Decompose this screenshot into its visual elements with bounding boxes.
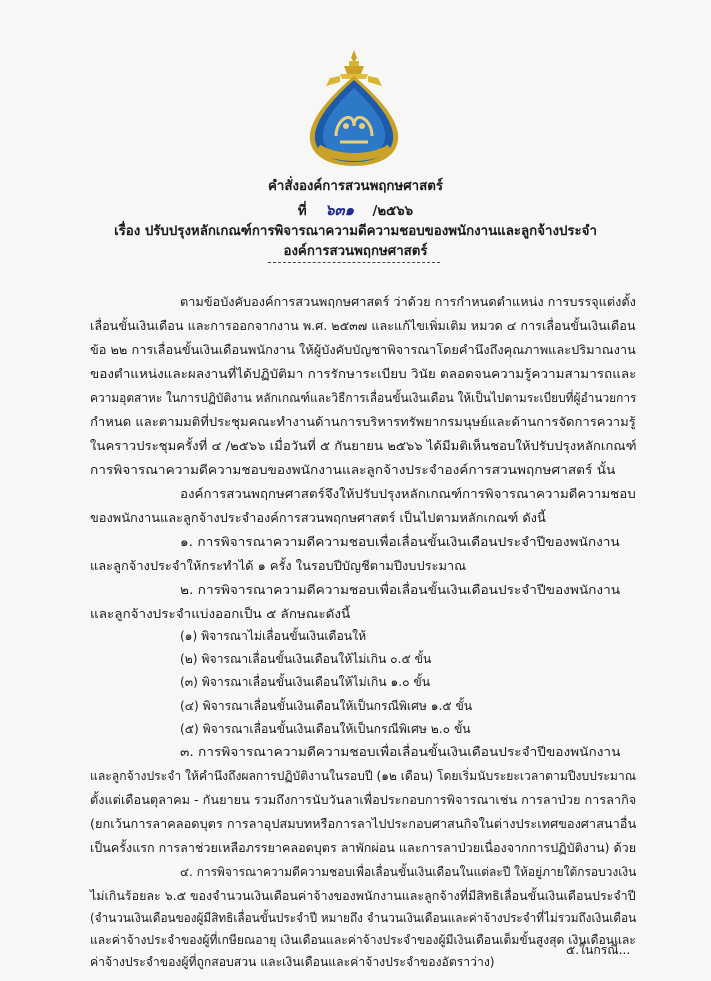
- body-line: (๕) พิจารณาเลื่อนขั้นเงินเดือนให้เป็นกรณีพิเศษ ๒.๐ ขั้น: [180, 722, 471, 736]
- subject-line-1: เรื่อง ปรับปรุงหลักเกณฑ์การพิจารณาความดีความชอบของพนักงานและลูกจ้างประจำ: [114, 223, 597, 239]
- header-divider: [268, 262, 440, 263]
- body-line: ของตำแหน่งและผลงานที่ได้ปฏิบัติมา การรักษาระเบียบ วินัย ตลอดจนความรู้ความสามารถและ: [90, 367, 637, 381]
- order-title: คำสั่งองค์การสวนพฤกษศาสตร์: [267, 178, 444, 194]
- body-line: ข้อ ๒๒ การเลื่อนขั้นเงินเดือนพนักงาน ให้ผู้บังคับบัญชาพิจารณาโดยคำนึงถึงคุณภาพและปริมาณงาน: [90, 343, 636, 357]
- body-line: ไม่เกินร้อยละ ๖.๕ ของจำนวนเงินเดือนค่าจ้างของพนักงานและลูกจ้างที่มีสิทธิเลื่อนขั้นเงินเดือนประจำปี: [90, 889, 636, 903]
- body-line: องค์การสวนพฤกษศาสตร์จึงให้ปรับปรุงหลักเกณฑ์การพิจารณาความดีความชอบ: [180, 487, 636, 501]
- order-number-prefix: ที่: [297, 203, 307, 219]
- body-line: ของพนักงานและลูกจ้างประจำองค์การสวนพฤกษศาสตร์ เป็นไปตามหลักเกณฑ์ ดังนี้: [90, 511, 546, 525]
- body-line: ความอุตสาหะ ในการปฏิบัติงาน หลักเกณฑ์และวิธีการเลื่อนขั้นเงินเดือน ให้เป็นไปตามระเบียบที่ผู้อำนวยการ: [90, 391, 637, 405]
- body-line: (๒) พิจารณาเลื่อนขั้นเงินเดือนให้ไม่เกิน ๐.๕ ขั้น: [180, 652, 432, 666]
- body-line: และลูกจ้างประจำให้กระทำได้ ๑ ครั้ง ในรอบปีบัญชีตามปีงบประมาณ: [90, 559, 467, 573]
- continuation-note: ๕.ในกรณี...: [566, 943, 631, 957]
- body-line: และลูกจ้างประจำแบ่งออกเป็น ๕ ลักษณะดังนี้: [90, 607, 351, 621]
- body-line: และค่าจ้างประจำของผู้ที่เกษียณอายุ เงินเดือนและค่าจ้างประจำของผู้มีเงินเดือนเต็มขั้นสูงสุด เงินเดือนและ: [90, 933, 636, 947]
- order-number-year: /๒๕๖๖: [372, 203, 414, 219]
- body-line: ตามข้อบังคับองค์การสวนพฤกษศาสตร์ ว่าด้วย การกำหนดตำแหน่ง การบรรจุแต่งตั้ง: [180, 295, 636, 309]
- order-number-handwritten: ๖๓๑: [325, 201, 355, 219]
- body-line: การพิจารณาความดีความชอบของพนักงานและลูกจ้างประจำองค์การสวนพฤกษศาสตร์ นั้น: [90, 463, 616, 477]
- botanical-garden-emblem-icon: [296, 48, 412, 168]
- body-line: ค่าจ้างประจำของผู้ที่ถูกสอบสวน และเงินเดือนและค่าจ้างประจำของอัตราว่าง): [90, 955, 495, 969]
- body-line: เป็นครั้งแรก การลาช่วยเหลือภรรยาคลอดบุตร ลาพักผ่อน และการลาป่วยเนื่องจากการปฏิบัติงาน) ด้วย: [90, 841, 637, 855]
- body-line: กำหนด และตามมติที่ประชุมคณะทำงานด้านการบริหารทรัพยากรมนุษย์และด้านการจัดการความรู้: [90, 415, 636, 429]
- body-line: ๒. การพิจารณาความดีความชอบเพื่อเลื่อนขั้นเงินเดือนประจำปีของพนักงาน: [180, 583, 621, 597]
- body-line: และลูกจ้างประจำ ให้คำนึงถึงผลการปฏิบัติงานในรอบปี (๑๒ เดือน) โดยเริ่มนับระยะเวลาตามปีงบประมาณ: [90, 769, 637, 783]
- body-line: ตั้งแต่เดือนตุลาคม - กันยายน รวมถึงการนับวันลาเพื่อประกอบการพิจารณาเช่น การลาป่วย การลากิจ: [90, 793, 637, 807]
- subject-line-2: องค์การสวนพฤกษศาสตร์: [283, 243, 428, 259]
- body-line: ๓. การพิจารณาความดีความชอบเพื่อเลื่อนขั้นเงินเดือนประจำปีของพนักงาน: [180, 745, 621, 759]
- body-line: (๑) พิจารณาไม่เลื่อนขั้นเงินเดือนให้: [180, 629, 367, 643]
- body-line: ๑. การพิจารณาความดีความชอบเพื่อเลื่อนขั้นเงินเดือนประจำปีของพนักงาน: [180, 535, 620, 549]
- body-line: (ยกเว้นการลาคลอดบุตร การลาอุปสมบทหรือการลาไปประกอบศาสนกิจในต่างประเทศของศาสนาอื่น: [90, 817, 637, 831]
- body-line: เลื่อนขั้นเงินเดือน และการออกจากงาน พ.ศ. ๒๕๓๗ และแก้ไขเพิ่มเติม หมวด ๔ การเลื่อนขั้นเงินเดือน: [90, 319, 636, 333]
- body-line: (จำนวนเงินเดือนของผู้มีสิทธิเลื่อนขั้นประจำปี หมายถึง จำนวนเงินเดือนและค่าจ้างประจำที่ไม่รวมถึงเงินเดือน: [90, 911, 637, 925]
- body-line: (๔) พิจารณาเลื่อนขั้นเงินเดือนให้เป็นกรณีพิเศษ ๑.๕ ขั้น: [180, 699, 473, 713]
- body-line: ๔. การพิจารณาความดีความชอบเพื่อเลื่อนขั้นเงินเดือนในแต่ละปี ให้อยู่ภายใต้กรอบวงเงิน: [180, 865, 637, 879]
- body-line: (๓) พิจารณาเลื่อนขั้นเงินเดือนให้ไม่เกิน ๑.๐ ขั้น: [180, 675, 431, 689]
- body-line: ในคราวประชุมครั้งที่ ๔ /๒๕๖๖ เมื่อวันที่ ๕ กันยายน ๒๕๖๖ ได้มีมติเห็นชอบให้ปรับปรุงหลักเกณฑ์: [90, 439, 637, 453]
